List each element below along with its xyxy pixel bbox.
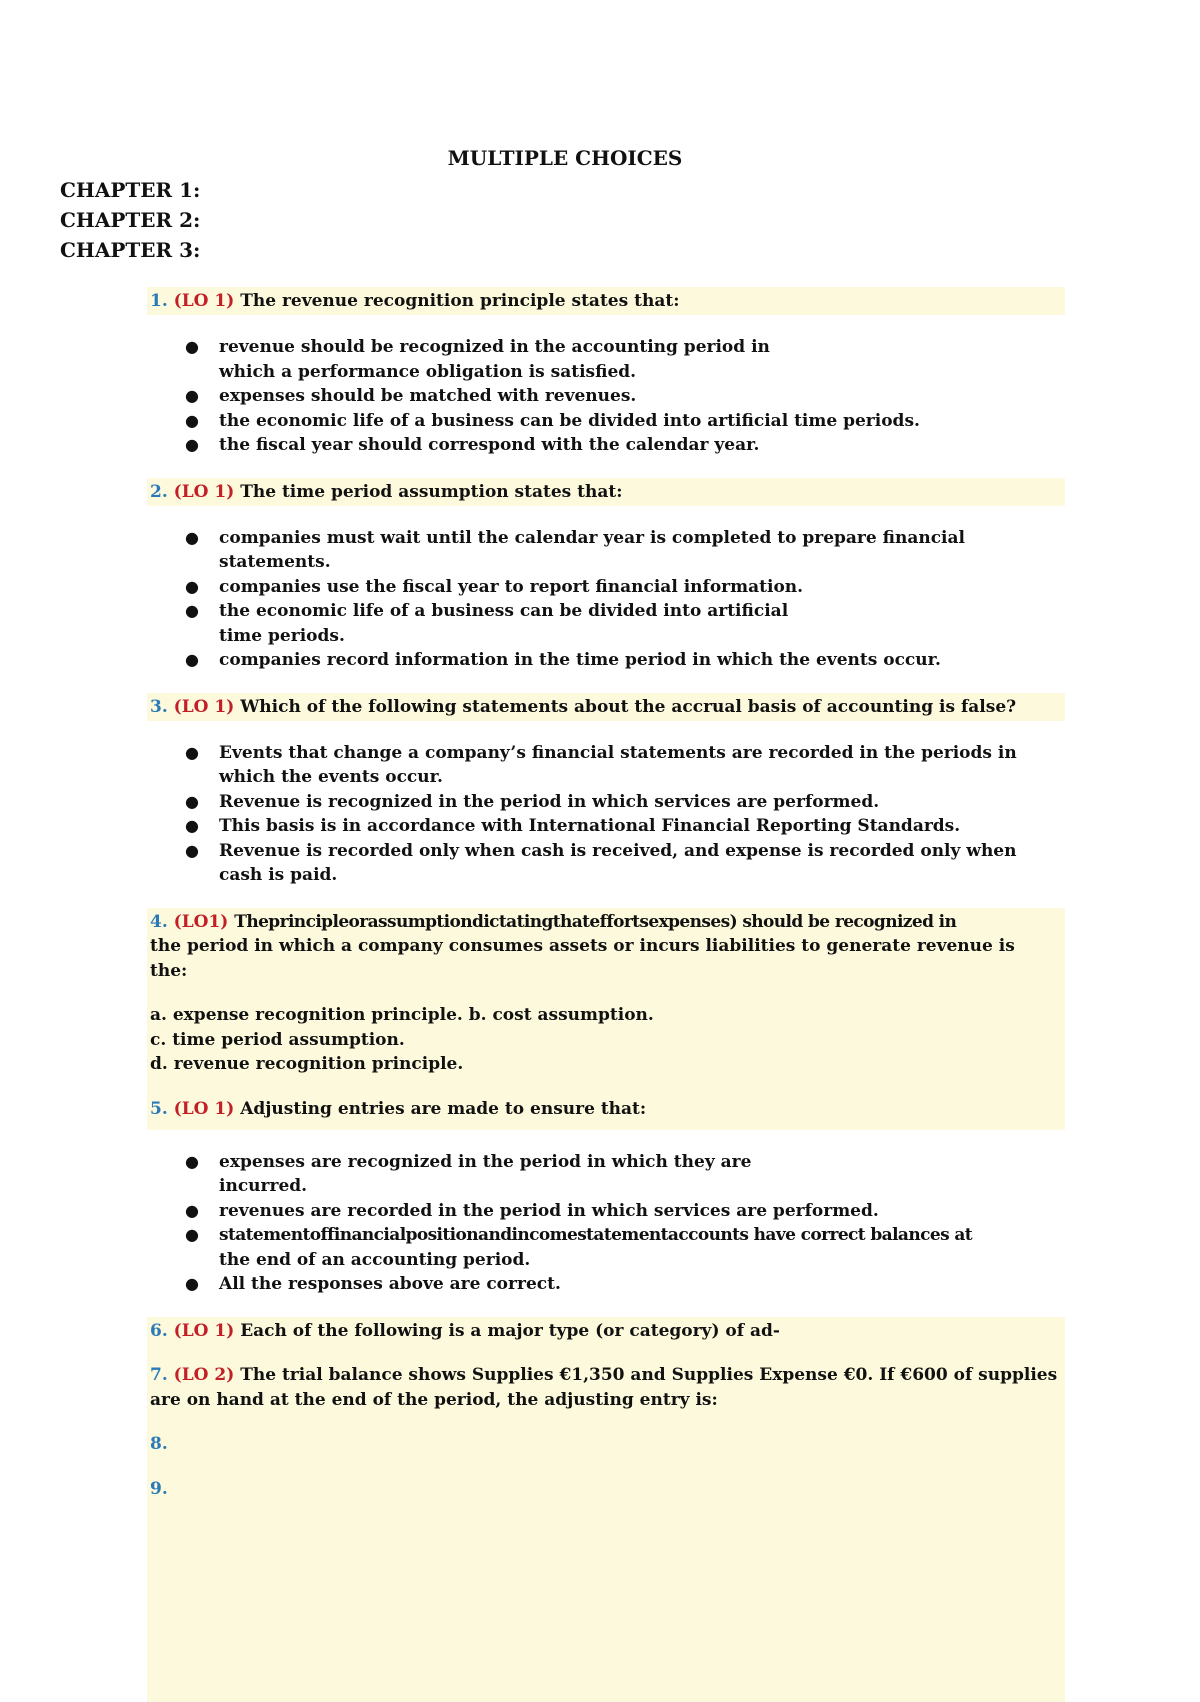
option-item: ● All the responses above are correct. [219, 1272, 1065, 1297]
question-9-number: 9. [150, 1478, 168, 1499]
question-5 [147, 1130, 1065, 1317]
question-text: the: [150, 960, 188, 981]
question-8-number: 8. [150, 1434, 168, 1454]
page-title: MULTIPLE CHOICES [447, 146, 683, 170]
option-item: ● the economic life of a business can be divided into artificial time periods. [185, 601, 789, 646]
answer-choice: c. time period assumption. [150, 1029, 405, 1050]
question-text: the period in which a company consumes assets or incurs liabilities to generate revenue is [150, 936, 1015, 956]
answer-choice: a. expense recognition principle. b. cost assumption. [150, 1005, 654, 1025]
question-1 [147, 287, 1065, 478]
bullet-icon: ● [185, 527, 199, 547]
option-item: ● expenses should be matched with revenues. [219, 384, 1065, 409]
question-stem [147, 908, 1065, 1130]
question-number: 1. [150, 291, 168, 311]
question-6 [150, 1319, 1062, 1344]
learning-objective: (LO 1) [173, 1320, 235, 1341]
question-text: The trial balance shows Supplies €1,350 and Supplies Expense €0. If €600 of supplies [240, 1365, 1058, 1385]
bullet-icon: ● [185, 410, 199, 430]
answer-choice: d. revenue recognition principle. [150, 1054, 464, 1074]
bullet-icon: ● [185, 1274, 199, 1293]
question-number: 3. [150, 696, 168, 717]
question-number: 5. [150, 1098, 168, 1119]
option-list [147, 526, 1065, 673]
option-item: ● companies use the fiscal year to report financial information. [219, 575, 1065, 600]
option-item: ● Events that change a company’s financial statements are recorded in the periods in which the events occur. [185, 742, 1017, 787]
bullet-icon: ● [185, 742, 199, 762]
question-number: 6. [150, 1320, 168, 1341]
option-item: ● the economic life of a business can be divided into artificial time periods. [219, 409, 1065, 434]
bullet-icon: ● [185, 601, 199, 620]
bullet-icon: ● [185, 1225, 199, 1244]
question-3 [147, 693, 1065, 908]
chapter-2-heading: CHAPTER 2: [60, 208, 201, 232]
option-list [147, 1150, 1065, 1297]
question-4 [147, 908, 1065, 1130]
question-stem [147, 287, 1065, 315]
option-item: ● This basis is in accordance with International Financial Reporting Standards. [219, 814, 1065, 839]
learning-objective: (LO1) [173, 911, 229, 932]
bullet-icon: ● [185, 386, 199, 405]
question-number: 7. [150, 1365, 168, 1385]
option-item: ● companies must wait until the calendar year is completed to prepare financial statements. [185, 527, 965, 572]
option-item: ● statementoffinancialpositionandincomestatementaccounts have correct balances at the end of an accounting period. [185, 1225, 973, 1270]
question-number: 4. [150, 911, 168, 932]
option-item: ● the fiscal year should correspond with the calendar year. [219, 433, 1065, 458]
option-item: ● companies record information in the time period in which the events occur. [219, 648, 1065, 673]
question-text: The time period assumption states that: [240, 481, 623, 502]
option-item: ● Revenue is recorded only when cash is received, and expense is recorded only when cash is paid. [185, 840, 1017, 885]
learning-objective: (LO 1) [173, 481, 235, 502]
chapter-1-heading: CHAPTER 1: [60, 178, 201, 202]
learning-objective: (LO 1) [173, 696, 235, 717]
bullet-icon: ● [185, 337, 199, 356]
chapter-3-heading: CHAPTER 3: [60, 238, 201, 262]
question-text: Each of the following is a major type (or category) of ad- [240, 1320, 780, 1341]
question-stem [147, 478, 1065, 506]
bullet-icon: ● [185, 816, 199, 835]
option-item: ● expenses are recognized in the period in which they are incurred. [185, 1151, 752, 1196]
option-list [147, 741, 1065, 888]
bullet-icon: ● [185, 576, 199, 596]
question-list [147, 287, 1065, 1702]
learning-objective: (LO 1) [173, 291, 235, 311]
learning-objective: (LO 1) [173, 1098, 235, 1119]
option-item: ● Revenue is recognized in the period in which services are performed. [219, 790, 1065, 815]
option-item: ● revenues are recorded in the period in which services are performed. [219, 1199, 1065, 1224]
question-text: are on hand at the end of the period, the adjusting entry is: [150, 1389, 718, 1410]
question-stem [147, 693, 1065, 721]
bullet-icon: ● [185, 650, 199, 669]
question-text: Which of the following statements about the accrual basis of accounting is false? [240, 696, 1017, 717]
bullet-icon: ● [185, 1151, 199, 1171]
question-text: Adjusting entries are made to ensure that: [240, 1098, 647, 1119]
learning-objective: (LO 2) [173, 1365, 235, 1385]
question-text: Theprincipleorassumptiondictatingthateffortsexpenses) should be recognized in [234, 911, 957, 932]
chapter-list [60, 175, 200, 265]
question-number: 2. [150, 481, 168, 502]
question-block-6-9 [147, 1317, 1065, 1702]
question-text: The revenue recognition principle states that: [240, 291, 680, 311]
bullet-icon: ● [185, 1200, 199, 1220]
bullet-icon: ● [185, 840, 199, 860]
bullet-icon: ● [185, 435, 199, 454]
option-item: ● revenue should be recognized in the accounting period in which a performance obligation is satisfied. [185, 337, 770, 382]
question-7 [150, 1363, 1062, 1388]
option-list [147, 335, 1065, 458]
question-2 [147, 478, 1065, 693]
bullet-icon: ● [185, 791, 199, 811]
